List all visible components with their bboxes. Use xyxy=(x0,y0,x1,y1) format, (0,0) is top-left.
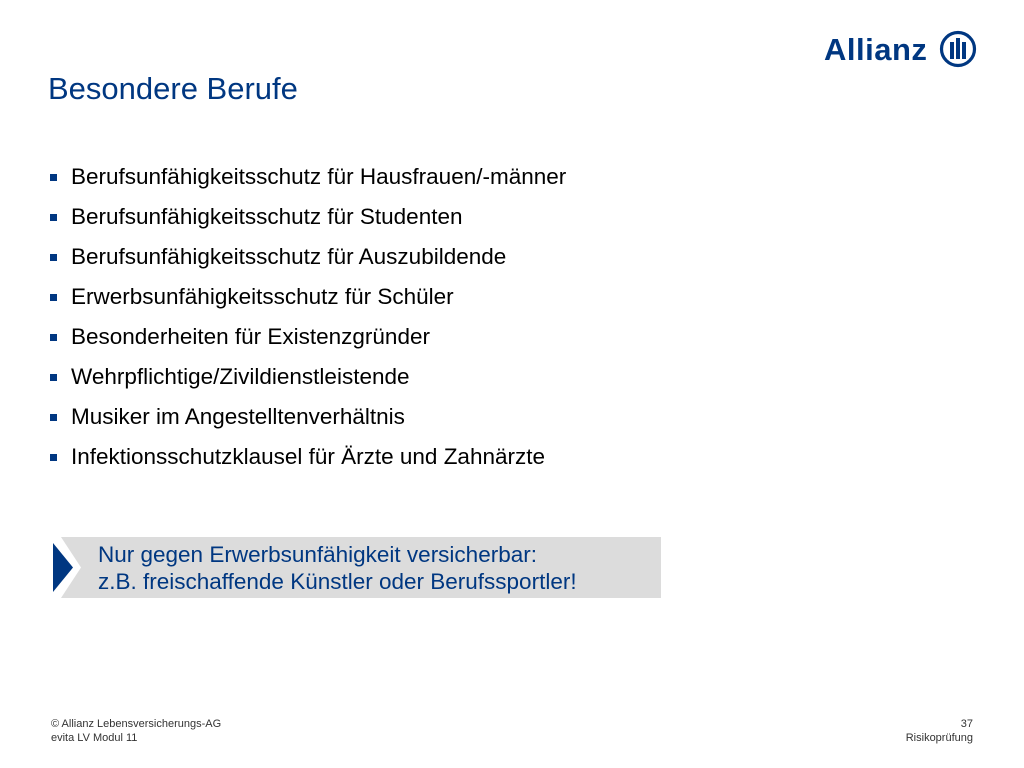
bullet-square-icon xyxy=(50,294,57,301)
chevron-right-icon xyxy=(51,537,81,598)
bullet-square-icon xyxy=(50,174,57,181)
bullet-item xyxy=(50,437,566,477)
bullet-item xyxy=(50,397,566,437)
bullet-text: Berufsunfähigkeitsschutz für Auszubildende xyxy=(71,244,507,269)
bullet-square-icon xyxy=(50,214,57,221)
highlight-note-box xyxy=(51,537,661,598)
footer-section: Risikoprüfung xyxy=(905,732,973,744)
footer-module: evita LV Modul 11 xyxy=(51,732,138,744)
bullet-item xyxy=(50,317,566,357)
allianz-logo xyxy=(824,28,977,70)
bullet-text: Berufsunfähigkeitsschutz für Hausfrauen/-männer xyxy=(71,164,567,189)
bullet-text: Musiker im Angestelltenverhältnis xyxy=(71,404,405,429)
bullet-item xyxy=(50,197,566,237)
page-number: 37 xyxy=(960,718,973,730)
footer-left xyxy=(51,717,221,745)
slide-title: Besondere Berufe xyxy=(48,71,298,106)
bullet-item xyxy=(50,277,566,317)
note-line-1: Nur gegen Erwerbsunfähigkeit versicherbar: xyxy=(98,542,537,567)
allianz-eagle-mark-icon xyxy=(939,30,977,68)
logo-wordmark: Allianz xyxy=(824,31,928,67)
bullet-square-icon xyxy=(50,254,57,261)
bullet-square-icon xyxy=(50,334,57,341)
bullet-text: Erwerbsunfähigkeitsschutz für Schüler xyxy=(71,284,454,309)
bullet-list xyxy=(50,157,566,477)
footer-right xyxy=(906,717,973,745)
bullet-text: Berufsunfähigkeitsschutz für Studenten xyxy=(71,204,463,229)
bullet-square-icon xyxy=(50,454,57,461)
bullet-text: Infektionsschutzklausel für Ärzte und Zahnärzte xyxy=(71,444,545,469)
bullet-item xyxy=(50,357,566,397)
bullet-text: Besonderheiten für Existenzgründer xyxy=(71,324,430,349)
note-text xyxy=(98,541,577,595)
footer-company: © Allianz Lebensversicherungs-AG xyxy=(51,718,222,730)
bullet-item xyxy=(50,237,566,277)
bullet-item xyxy=(50,157,566,197)
bullet-square-icon xyxy=(50,374,57,381)
bullet-text: Wehrpflichtige/Zivildienstleistende xyxy=(71,364,410,389)
note-line-2: z.B. freischaffende Künstler oder Berufssportler! xyxy=(98,569,577,594)
bullet-square-icon xyxy=(50,414,57,421)
